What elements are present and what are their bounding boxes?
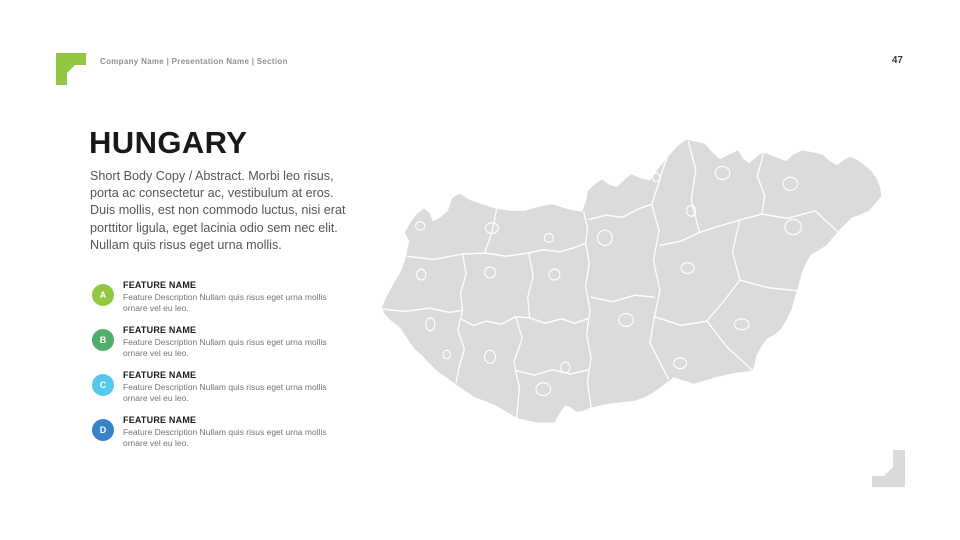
feature-description: Feature Description Nullam quis risus eget urna mollis ornare vel eu leo. (123, 292, 327, 313)
feature-description: Feature Description Nullam quis risus eget urna mollis ornare vel eu leo. (123, 337, 327, 358)
feature-badge-c: C (92, 374, 114, 396)
feature-item-a (92, 280, 342, 314)
feature-badge-d: D (92, 419, 114, 441)
hungary-map (378, 133, 885, 427)
page-number: 47 (891, 55, 903, 66)
feature-item-d (92, 415, 342, 449)
feature-item-c (92, 370, 342, 404)
feature-name: FEATURE NAME (123, 415, 197, 425)
feature-badge-b: B (92, 329, 114, 351)
body-copy: Short Body Copy / Abstract. Morbi leo risus, porta ac consectetur ac, vestibulum at eros. Duis mollis, est non commodo luctus, nisi erat porttitor ligula, eget lacinia odio sem nec elit. Nullam quis risus eget urna mollis. (90, 169, 346, 252)
breadcrumb: Company Name | Presentation Name | Section (100, 57, 288, 66)
feature-name: FEATURE NAME (123, 370, 197, 380)
feature-list (92, 280, 342, 460)
feature-badge-a: A (92, 284, 114, 306)
page-title: HUNGARY (89, 125, 248, 160)
feature-description: Feature Description Nullam quis risus eget urna mollis ornare vel eu leo. (123, 427, 327, 448)
feature-description: Feature Description Nullam quis risus eget urna mollis ornare vel eu leo. (123, 382, 327, 403)
feature-name: FEATURE NAME (123, 280, 197, 290)
feature-item-b (92, 325, 342, 359)
footer-logo-icon (872, 450, 905, 487)
feature-name: FEATURE NAME (123, 325, 197, 335)
company-logo-icon (56, 53, 86, 85)
